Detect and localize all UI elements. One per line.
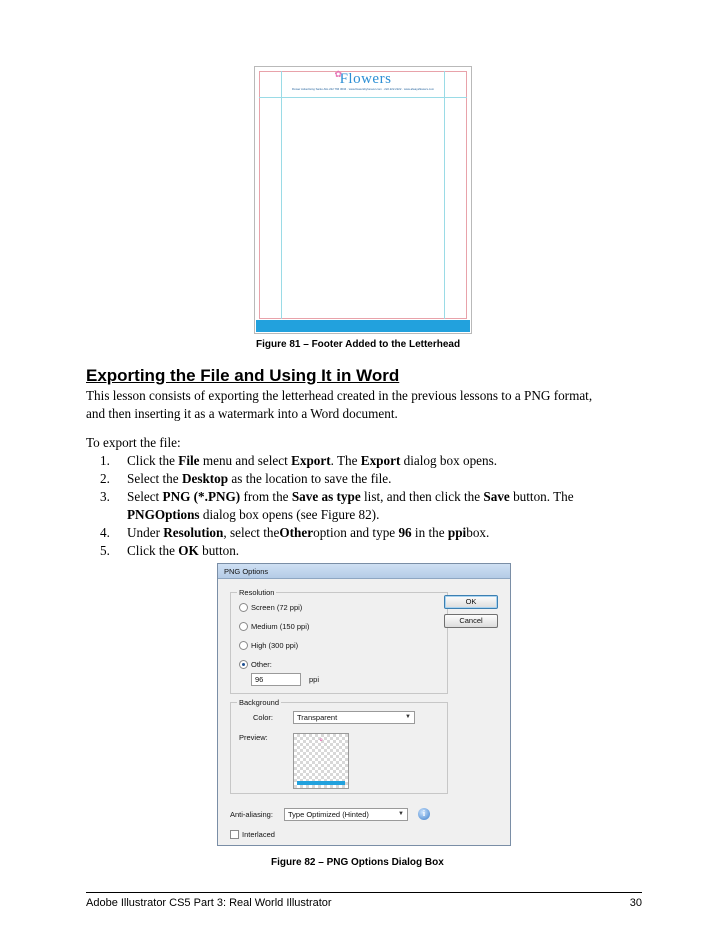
step-text: Under [127, 525, 164, 540]
ppi-input[interactable]: 96 [251, 673, 301, 686]
ok-button[interactable]: OK [444, 595, 498, 609]
step-text: from the [240, 489, 292, 504]
radio-high[interactable] [239, 641, 298, 651]
radio-other[interactable] [239, 660, 272, 670]
step-text: menu and select [199, 453, 292, 468]
flowers-logo [255, 71, 471, 88]
dialog-title: PNG Options [218, 564, 510, 579]
guide-line [259, 97, 467, 98]
step-emphasis: File [178, 453, 200, 468]
logo-text: Flowers [339, 71, 392, 87]
step-number: 4. [100, 525, 110, 540]
antialias-value: Type Optimized (Hinted) [288, 810, 369, 819]
step-item [100, 470, 574, 488]
preview-thumbnail [293, 733, 349, 789]
radio-icon [239, 641, 248, 650]
guide-line [281, 71, 282, 319]
step-text: Click the [127, 453, 179, 468]
step-number: 5. [100, 543, 110, 558]
background-label: Background [239, 698, 280, 707]
preview-footer-bar [297, 781, 345, 785]
step-emphasis: Other [279, 525, 314, 540]
preview-label: Preview: [239, 733, 268, 742]
footer-divider [86, 892, 642, 893]
antialias-select[interactable] [284, 808, 408, 821]
interlaced-checkbox[interactable] [230, 830, 275, 840]
radio-icon [239, 622, 248, 631]
step-text: option and type [313, 525, 399, 540]
section-heading: Exporting the File and Using It in Word [86, 366, 400, 385]
radio-screen[interactable] [239, 603, 302, 613]
step-text: list, and then click the [360, 489, 484, 504]
step-text: dialog box opens (see Figure 82). [199, 507, 380, 522]
guide-line [444, 71, 445, 319]
color-label: Color: [253, 713, 274, 722]
letterhead-footer-bar [256, 320, 470, 332]
intro-line-2: and then inserting it as a watermark into a Word document. [86, 406, 398, 421]
step-text: button. The [509, 489, 574, 504]
step-number: 3. [100, 489, 110, 504]
steps-list [100, 452, 574, 560]
radio-medium[interactable] [239, 622, 309, 632]
step-item [100, 488, 574, 506]
step-text: Select [127, 489, 163, 504]
step-number: 2. [100, 471, 110, 486]
step-text: Select the [127, 471, 182, 486]
step-text: in the [411, 525, 448, 540]
figure-82-caption: Figure 82 – PNG Options Dialog Box [271, 857, 444, 868]
margin-guide [259, 71, 467, 319]
step-emphasis: PNGOptions [127, 507, 200, 522]
step-emphasis: Save [483, 489, 510, 504]
radio-icon [239, 603, 248, 612]
letterhead-figure [254, 66, 472, 334]
step-text: dialog box opens. [400, 453, 498, 468]
step-item [100, 542, 574, 560]
step-emphasis: Desktop [181, 471, 229, 486]
checkbox-icon [230, 830, 239, 839]
resolution-label: Resolution [239, 588, 275, 597]
step-number: 1. [100, 453, 110, 468]
radio-label: Other: [251, 660, 272, 669]
color-select[interactable] [293, 711, 415, 724]
radio-label: Medium (150 ppi) [251, 622, 310, 631]
info-icon[interactable]: i [418, 808, 430, 820]
radio-label: Screen (72 ppi) [251, 603, 303, 612]
interlaced-label: Interlaced [242, 830, 275, 839]
step-item [100, 524, 574, 542]
letterhead-contact-line: Flower Advertising Santo Alto 222 766 3034 · www.flowersbyforever.com · 222.222.2222 · www.alwaysflowers.com [291, 87, 435, 91]
resolution-group [230, 588, 448, 694]
step-emphasis: Resolution [163, 525, 224, 540]
step-item [100, 506, 574, 524]
radio-icon [239, 660, 248, 669]
step-text: box. [466, 525, 490, 540]
footer-title: Adobe Illustrator CS5 Part 3: Real World Illustrator [86, 897, 332, 909]
ppi-label: ppi [309, 675, 320, 684]
step-item [100, 452, 574, 470]
flower-icon: ✿ [334, 69, 343, 79]
color-value: Transparent [297, 713, 338, 722]
chevron-down-icon: ▼ [405, 714, 411, 720]
step-text: Click the [127, 543, 179, 558]
step-emphasis: ppi [447, 525, 467, 540]
step-emphasis: Export [291, 453, 331, 468]
step-emphasis: Export [360, 453, 401, 468]
cancel-button[interactable]: Cancel [444, 614, 498, 628]
antialias-label: Anti-aliasing: [230, 810, 273, 819]
background-group [230, 698, 448, 794]
figure-81-caption: Figure 81 – Footer Added to the Letterhead [256, 339, 461, 350]
step-emphasis: Save as type [291, 489, 361, 504]
png-options-dialog [217, 563, 511, 846]
step-text: as the location to save the file. [228, 471, 392, 486]
step-text: , select the [223, 525, 280, 540]
preview-logo: ✿ [319, 737, 323, 742]
step-emphasis: PNG (*.PNG) [162, 489, 241, 504]
step-text: . The [330, 453, 361, 468]
chevron-down-icon: ▼ [398, 811, 404, 817]
steps-intro: To export the file: [86, 435, 181, 450]
step-emphasis: OK [178, 543, 199, 558]
step-emphasis: 96 [398, 525, 412, 540]
step-text: button. [198, 543, 240, 558]
page-number: 30 [629, 897, 642, 909]
intro-line-1: This lesson consists of exporting the letterhead created in the previous lessons to a PNG format, [86, 388, 593, 403]
radio-label: High (300 ppi) [251, 641, 299, 650]
